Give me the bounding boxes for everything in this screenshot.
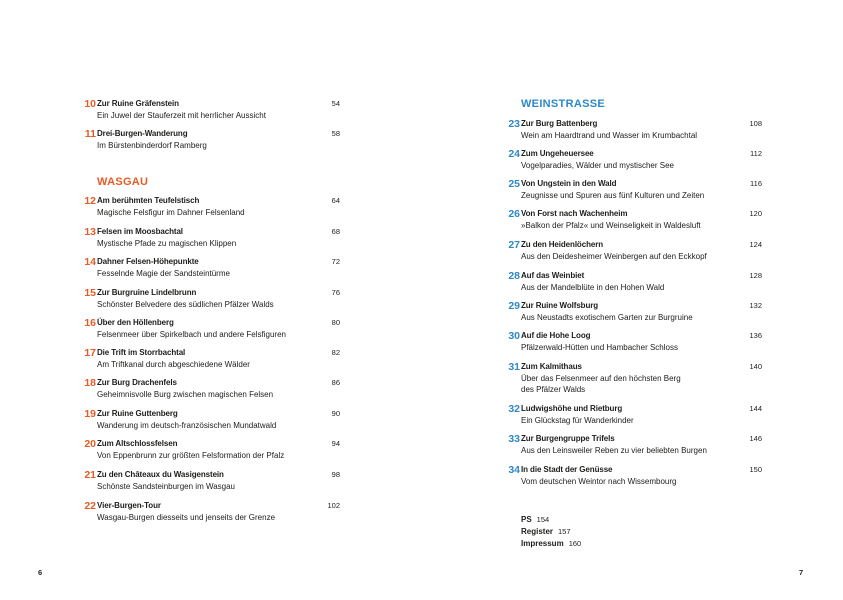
entry-subtitle: Mystische Pfade zu magischen Klippen [97, 239, 237, 248]
page-number-right: 7 [799, 568, 804, 577]
extra-page-number: 154 [536, 515, 550, 524]
section-heading-weinstrasse: WEINSTRASSE [521, 98, 605, 110]
entry-number: 18 [84, 377, 96, 389]
entry-page-number: 80 [331, 318, 340, 327]
entry-number: 13 [84, 226, 96, 238]
entry-subtitle: Aus den Leinsweiler Reben zu vier beliebten Burgen [521, 446, 707, 455]
toc-extra-impressum[interactable] [521, 537, 581, 550]
entry-page-number: 140 [749, 362, 762, 371]
entry-subtitle: Vom deutschen Weintor nach Wissembourg [521, 477, 677, 486]
entry-number: 10 [84, 98, 96, 110]
entry-title: Zur Ruine Wolfsburg [521, 301, 599, 310]
extra-page-number: 160 [568, 539, 582, 548]
entry-number: 25 [508, 178, 520, 190]
entry-title: Zur Burgengruppe Trifels [521, 434, 615, 443]
entry-subtitle: Aus den Deidesheimer Weinbergen auf den Eckkopf [521, 252, 707, 261]
entry-subtitle: Wanderung im deutsch-französischen Mundatwald [97, 421, 277, 430]
entry-subtitle-line2: des Pfälzer Walds [521, 385, 586, 394]
entry-number: 28 [508, 270, 520, 282]
entry-number: 27 [508, 239, 520, 251]
entry-page-number: 108 [749, 119, 762, 128]
entry-subtitle: Über das Felsenmeer auf den höchsten Berg [521, 374, 681, 383]
entry-number: 33 [508, 433, 520, 445]
entry-page-number: 90 [331, 409, 340, 418]
entry-title: Zum Ungeheuersee [521, 149, 594, 158]
entry-subtitle: Schönster Belvedere des südlichen Pfälzer Walds [97, 300, 274, 309]
entry-title: Zur Ruine Guttenberg [97, 409, 178, 418]
entry-page-number: 68 [331, 227, 340, 236]
entry-number: 12 [84, 195, 96, 207]
entry-title: Auf die Hohe Loog [521, 331, 591, 340]
entry-subtitle: Wasgau-Burgen diesseits und jenseits der Grenze [97, 513, 276, 522]
entry-subtitle: »Balkon der Pfalz« und Weinseligkeit in Waldesluft [521, 221, 701, 230]
entry-title: Auf das Weinbiet [521, 271, 585, 280]
entry-number: 23 [508, 118, 520, 130]
entry-subtitle: Im Bürstenbinderdorf Ramberg [97, 141, 207, 150]
entry-title: Zur Burg Battenberg [521, 119, 598, 128]
entry-title: Zum Kalmithaus [521, 362, 582, 371]
extra-page-number: 157 [558, 527, 571, 536]
entry-subtitle: Vogelparadies, Wälder und mystischer See [521, 161, 674, 170]
entry-title: Zu den Heidenlöchern [521, 240, 604, 249]
entry-page-number: 120 [749, 209, 762, 218]
entry-page-number: 64 [331, 196, 340, 205]
entry-subtitle: Fesselnde Magie der Sandsteintürme [97, 269, 230, 278]
entry-number: 20 [84, 438, 96, 450]
entry-title: Die Trift im Storrbachtal [97, 348, 186, 357]
entry-page-number: 112 [750, 149, 762, 158]
entry-number: 29 [508, 300, 520, 312]
entry-number: 16 [84, 317, 96, 329]
section-heading-wasgau: WASGAU [97, 176, 149, 188]
entry-page-number: 150 [749, 465, 762, 474]
entry-subtitle: Aus der Mandelblüte in den Hohen Wald [521, 283, 665, 292]
entry-subtitle: Geheimnisvolle Burg zwischen magischen Felsen [97, 390, 274, 399]
entry-title: Ludwigshöhe und Rietburg [521, 404, 623, 413]
entry-page-number: 124 [749, 240, 762, 249]
entry-subtitle: Aus Neustadts exotischem Garten zur Burgruine [521, 313, 693, 322]
entry-title: Zur Ruine Gräfenstein [97, 99, 179, 108]
entry-page-number: 54 [331, 99, 340, 108]
entry-number: 30 [508, 330, 520, 342]
entry-title: Zur Burg Drachenfels [97, 378, 177, 387]
entry-number: 34 [508, 464, 520, 476]
entry-page-number: 128 [749, 271, 762, 280]
entry-page-number: 116 [750, 179, 762, 188]
entry-title: Am berühmten Teufelstisch [97, 196, 200, 205]
entry-title: Von Forst nach Wachenheim [521, 209, 628, 218]
extra-label: Impressum [521, 539, 564, 548]
entry-subtitle: Ein Juwel der Stauferzeit mit herrlicher Aussicht [97, 111, 266, 120]
page-number-left: 6 [38, 568, 43, 577]
entry-page-number: 102 [327, 501, 340, 510]
entry-subtitle: Schönste Sandsteinburgen im Wasgau [97, 482, 236, 491]
entry-number: 24 [508, 148, 520, 160]
entry-page-number: 98 [331, 470, 340, 479]
entry-number: 21 [84, 469, 96, 481]
entry-number: 11 [84, 128, 96, 140]
entry-title: Dahner Felsen-Höhepunkte [97, 257, 199, 266]
entry-number: 19 [84, 408, 96, 420]
entry-title: Zum Altschlossfelsen [97, 439, 178, 448]
entry-subtitle: Wein am Haardtrand und Wasser im Krumbachtal [521, 131, 698, 140]
entry-page-number: 144 [749, 404, 762, 413]
entry-number: 14 [84, 256, 96, 268]
entry-page-number: 58 [331, 129, 340, 138]
entry-subtitle: Zeugnisse und Spuren aus fünf Kulturen und Zeiten [521, 191, 705, 200]
entry-page-number: 76 [331, 288, 340, 297]
extra-label: PS [521, 515, 532, 524]
entry-title: Zu den Châteaux du Wasigenstein [97, 470, 224, 479]
entry-page-number: 94 [331, 439, 340, 448]
entry-title: Zur Burgruine Lindelbrunn [97, 288, 197, 297]
entry-number: 22 [84, 500, 96, 512]
extra-label: Register [521, 527, 554, 536]
entry-subtitle: Pfälzerwald-Hütten und Hambacher Schloss [521, 343, 678, 352]
entry-number: 17 [84, 347, 96, 359]
entry-subtitle: Magische Felsfigur im Dahner Felsenland [97, 208, 245, 217]
entry-page-number: 86 [331, 378, 340, 387]
entry-page-number: 136 [749, 331, 762, 340]
entry-number: 32 [508, 403, 520, 415]
entry-title: Drei-Burgen-Wanderung [97, 129, 188, 138]
entry-page-number: 82 [331, 348, 340, 357]
entry-title: Von Ungstein in den Wald [521, 179, 617, 188]
entry-subtitle: Von Eppenbrunn zur größten Felsformation der Pfalz [97, 451, 285, 460]
entry-subtitle: Am Triftkanal durch abgeschiedene Wälder [97, 360, 250, 369]
entry-number: 26 [508, 208, 520, 220]
entry-page-number: 132 [749, 301, 762, 310]
entry-page-number: 72 [331, 257, 340, 266]
entry-title: Felsen im Moosbachtal [97, 227, 183, 236]
entry-title: In die Stadt der Genüsse [521, 465, 613, 474]
entry-number: 15 [84, 287, 96, 299]
entry-page-number: 146 [749, 434, 762, 443]
entry-subtitle: Ein Glückstag für Wanderkinder [521, 416, 634, 425]
entry-title: Über den Höllenberg [97, 318, 174, 327]
entry-title: Vier-Burgen-Tour [97, 501, 161, 510]
entry-subtitle: Felsenmeer über Spirkelbach und andere Felsfiguren [97, 330, 286, 339]
entry-number: 31 [508, 361, 520, 373]
